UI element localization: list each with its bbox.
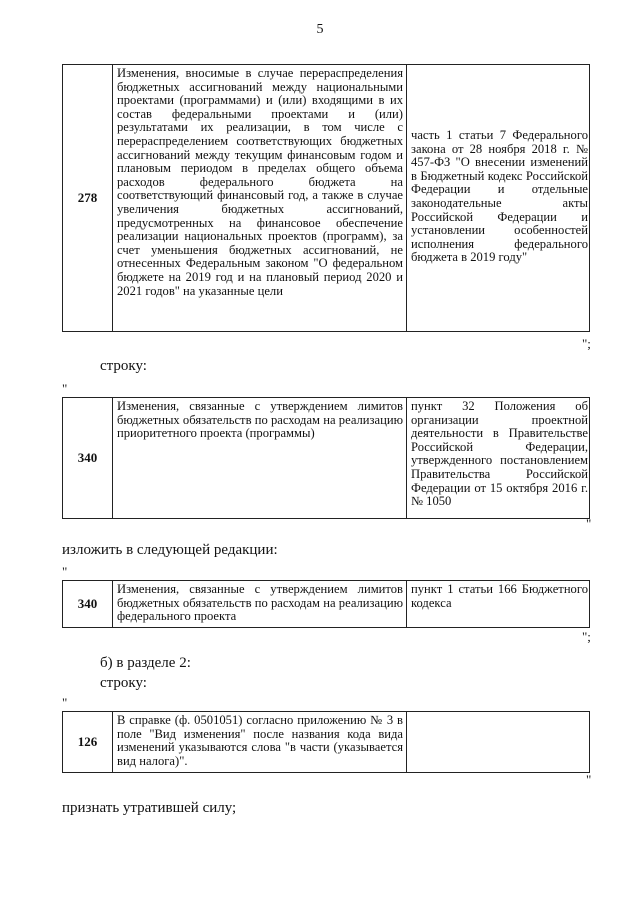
closing-quote-semicolon: "; — [582, 336, 591, 351]
row-description: В справке (ф. 0501051) согласно приложению № 3 в поле "Вид изменения" после названия кода вида изменений указываются слова "в части (указывается вид налога)". — [113, 712, 407, 772]
table-row-340-old — [62, 397, 590, 519]
body-text-line: изложить в следующей редакции: — [62, 542, 278, 558]
opening-quote: " — [62, 695, 68, 710]
table-row-340-new — [62, 580, 590, 628]
row-basis: часть 1 статьи 7 Федерального закона от 28 ноября 2018 г. № 457-ФЗ "О внесении изменений в Бюджетный кодекс Российской Федерации и отдельные законодательные акты Российской Федерации и установлении особенностей исполнения федерального бюджета в 2019 году" — [411, 128, 588, 265]
page-number: 5 — [316, 22, 324, 37]
body-text-line: строку: — [100, 358, 147, 374]
table-row-278 — [62, 64, 590, 332]
row-number: 340 — [63, 398, 113, 518]
row-description: Изменения, связанные с утверждением лимитов бюджетных обязательств по расходам на реализацию федерального проекта — [113, 581, 407, 627]
body-text-line: б) в разделе 2: — [100, 655, 191, 671]
body-text-line: признать утратившей силу; — [62, 800, 237, 816]
row-number: 278 — [63, 65, 113, 331]
opening-quote: " — [62, 564, 68, 579]
row-basis — [407, 712, 591, 772]
body-text-line: строку: — [100, 675, 147, 691]
row-number: 340 — [63, 581, 113, 627]
row-basis: пункт 32 Положения об организации проектной деятельности в Правительстве Российской Федерации, утвержденного постановлением Правительства Российской Федерации от 15 октября 2016 г. № 1050 — [411, 399, 588, 509]
row-basis: пункт 1 статьи 166 Бюджетного кодекса — [411, 582, 588, 610]
row-description: Изменения, связанные с утверждением лимитов бюджетных обязательств по расходам на реализацию приоритетного проекта (программы) — [113, 398, 407, 518]
closing-quote: " — [586, 516, 592, 531]
row-number: 126 — [63, 712, 113, 772]
closing-quote-semicolon: "; — [582, 629, 591, 644]
closing-quote: " — [586, 772, 592, 787]
row-description: Изменения, вносимые в случае перераспределения бюджетных ассигнований между национальными проектами (программами) и (или) входящими в их состав федеральными проектами и (или) результатами их реализации, в том числе с перераспределением соответствующих бюджетных ассигнований между текущим финансовым годом и плановым периодом в пределах общего объема расходов федерального бюджета на соответствующий финансовый год, а также в случае увеличения бюджетных ассигнований, предусмотренных на финансовое обеспечение реализации национальных проектов (программ), за счет уменьшения бюджетных ассигнований, не отнесенных Федеральным законом "О федеральном бюджете на 2019 год и на плановый период 2020 и 2021 годов" на указанные цели — [113, 65, 407, 331]
table-row-126 — [62, 711, 590, 773]
opening-quote: " — [62, 381, 68, 396]
